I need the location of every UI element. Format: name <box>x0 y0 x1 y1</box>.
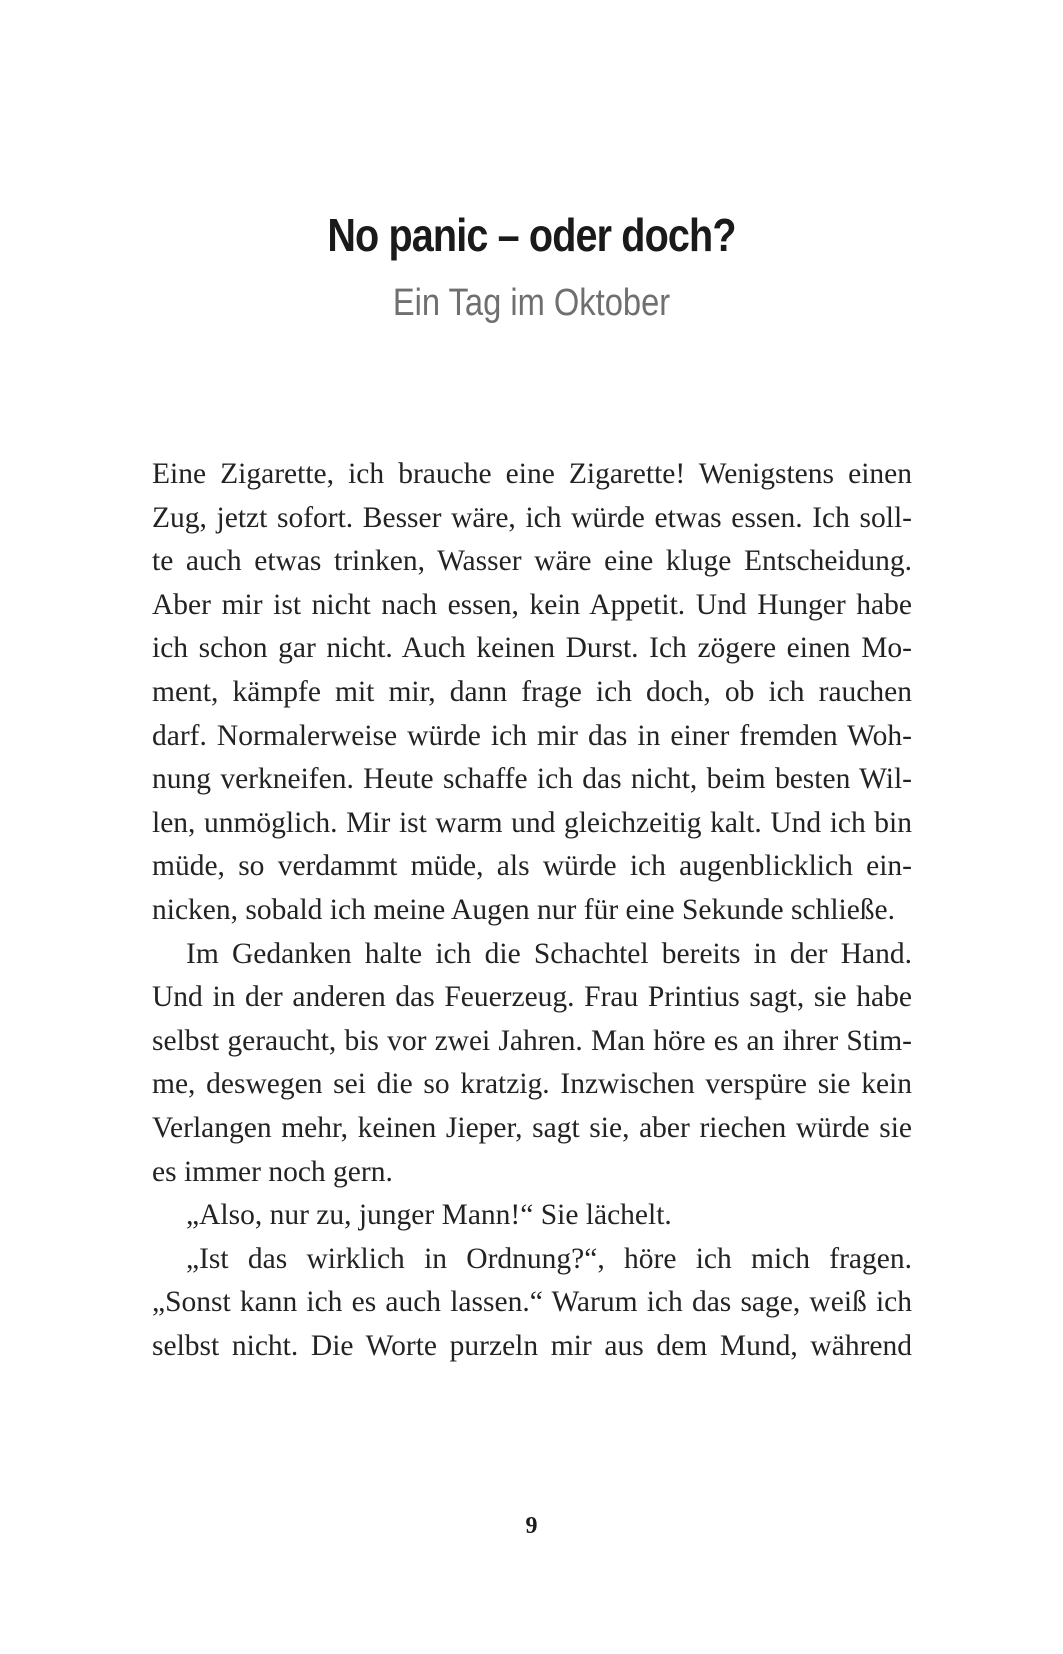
text-line: Im Gedanken halte ich die Schachtel bereits in der Hand. <box>186 937 912 970</box>
text-line: Verlangen mehr, keinen Jieper, sagt sie, aber riechen würde sie <box>152 1111 912 1144</box>
chapter-subtitle: Ein Tag im Oktober <box>392 282 671 324</box>
text-line: nung verkneifen. Heute schaffe ich das nicht, beim besten Wil- <box>152 763 912 796</box>
text-line: müde, so verdammt müde, als würde ich augenblicklich ein- <box>152 850 912 883</box>
page-number: 9 <box>525 1513 538 1539</box>
text-line: te auch etwas trinken, Wasser wäre eine kluge Entscheidung. <box>152 545 912 578</box>
text-line: selbst nicht. Die Worte purzeln mir aus dem Mund, während <box>152 1329 912 1362</box>
text-line: Aber mir ist nicht nach essen, kein Appetit. Und Hunger habe <box>152 588 912 621</box>
body-text <box>152 453 912 1368</box>
chapter-title: No panic – oder doch? <box>327 209 736 261</box>
text-line: es immer noch gern. <box>152 1155 393 1188</box>
text-line: selbst geraucht, bis vor zwei Jahren. Man höre es an ihrer Stim- <box>152 1024 912 1057</box>
text-line: len, unmöglich. Mir ist warm und gleichzeitig kalt. Und ich bin <box>152 806 912 839</box>
text-line: nicken, sobald ich meine Augen nur für eine Sekunde schließe. <box>152 893 896 926</box>
text-line: ich schon gar nicht. Auch keinen Durst. Ich zögere einen Mo- <box>152 632 912 665</box>
text-line: darf. Normalerweise würde ich mir das in einer fremden Woh- <box>152 719 912 752</box>
text-line: ment, kämpfe mit mir, dann frage ich doch, ob ich rauchen <box>152 675 912 708</box>
text-line: „Ist das wirklich in Ordnung?“, höre ich mich fragen. <box>186 1242 912 1275</box>
text-line: „Also, nur zu, junger Mann!“ Sie lächelt. <box>186 1199 672 1232</box>
text-line: Zug, jetzt sofort. Besser wäre, ich würde etwas essen. Ich soll- <box>152 501 912 534</box>
text-line: „Sonst kann ich es auch lassen.“ Warum ich das sage, weiß ich <box>152 1286 912 1319</box>
text-line: me, deswegen sei die so kratzig. Inzwischen verspüre sie kein <box>152 1068 912 1101</box>
text-line: Und in der anderen das Feuerzeug. Frau Printius sagt, sie habe <box>152 981 912 1014</box>
text-line: Eine Zigarette, ich brauche eine Zigarette! Wenigstens einen <box>152 458 912 490</box>
